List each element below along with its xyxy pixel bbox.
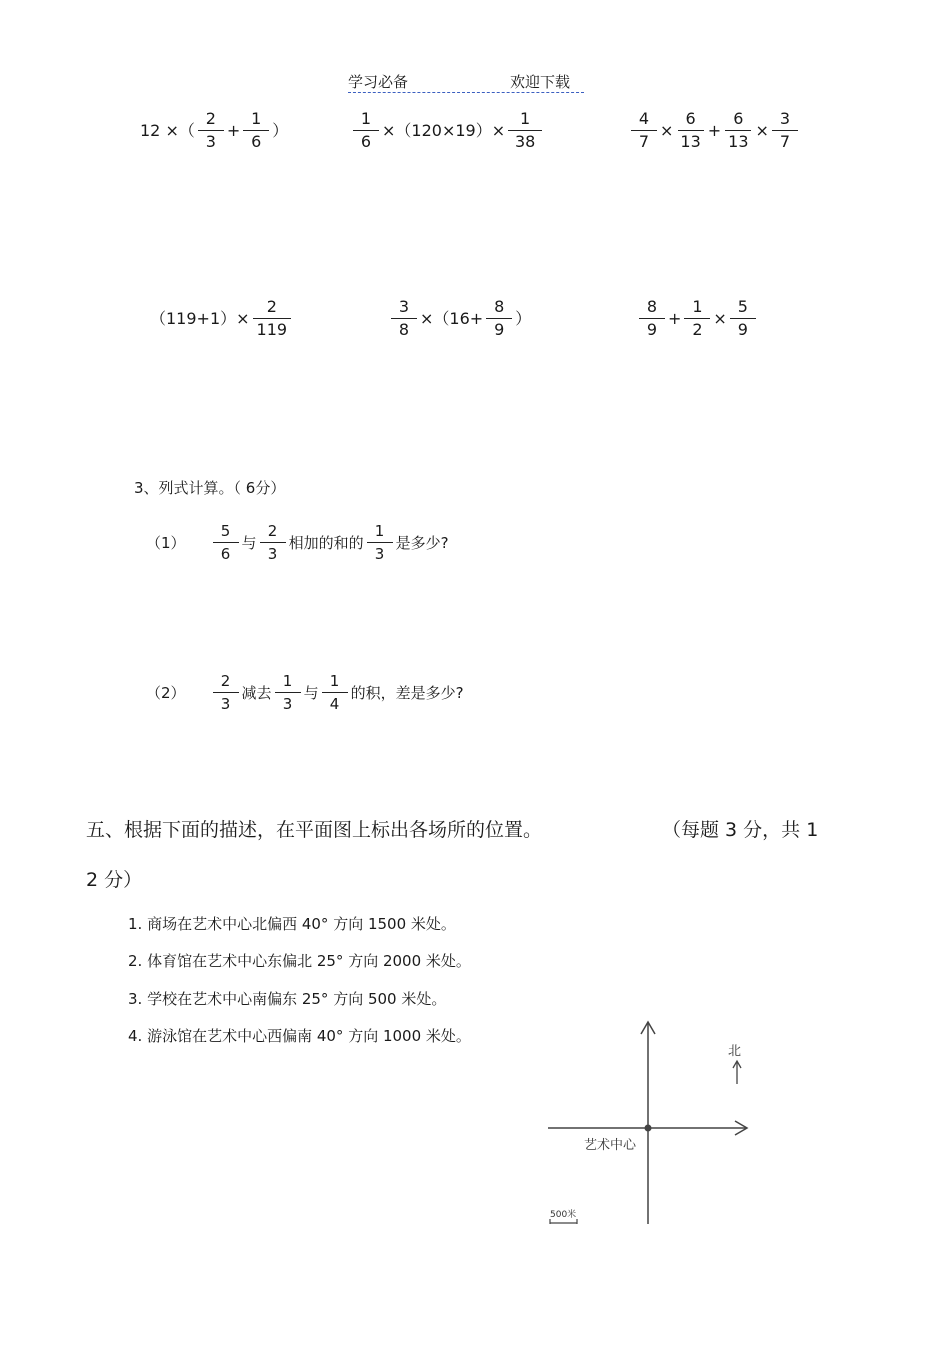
numerator: 1 [243,110,269,131]
question-text: 与 [303,683,319,702]
denominator: 3 [374,545,385,563]
scale-label: 500米 [550,1210,577,1220]
numerator: 1 [367,522,393,543]
fraction [684,298,710,339]
numerator: 1 [275,672,301,693]
denominator: 9 [646,320,658,339]
denominator: 3 [220,695,231,713]
operator: + [707,120,722,140]
compass-diagram [540,1018,760,1230]
denominator: 9 [494,320,505,339]
denominator: 38 [514,132,536,151]
question-2 [144,672,466,713]
numerator: 1 [322,672,348,693]
fraction [676,110,704,151]
numerator: 2 [253,298,291,319]
operator: + [668,308,682,328]
section-5-title-cont: 2 分） [86,869,143,891]
fraction [391,298,417,339]
operator: × [755,120,769,140]
expr-text: ×（120×19）× [382,120,506,140]
denominator: 9 [737,320,748,339]
question-label: （2） [146,683,186,702]
center-point [645,1125,652,1132]
numerator: 3 [772,110,798,131]
question-label: （1） [146,533,186,552]
operator: + [226,120,241,140]
header-underline [348,92,584,93]
expression-r2-1 [148,298,292,339]
numerator: 6 [725,110,751,131]
denominator: 3 [205,132,216,151]
numerator: 6 [678,110,704,131]
denominator: 3 [267,545,278,563]
denominator: 13 [680,132,701,151]
numerator: 5 [730,298,756,319]
list-item: 2. 体育馆在艺术中心东偏北 25° 方向 2000 米处。 [128,952,471,970]
denominator: 4 [329,695,340,713]
numerator: 4 [631,110,657,131]
expression-r1-2 [352,110,543,151]
fraction [639,298,665,339]
list-item: 1. 商场在艺术中心北偏西 40° 方向 1500 米处。 [128,915,456,933]
question-text: 的积，差是多少? [350,683,464,702]
fraction [631,110,657,151]
numerator: 5 [213,522,239,543]
denominator: 7 [638,132,650,151]
question-1 [144,522,451,563]
numerator: 8 [486,298,512,319]
expr-text: （119+1）× [150,308,250,328]
north-label: 北 [728,1044,742,1059]
fraction [353,110,379,151]
numerator: 1 [508,110,542,131]
fraction [213,672,239,713]
list-item: 4. 游泳馆在艺术中心西偏南 40° 方向 1000 米处。 [128,1027,471,1045]
question-text: 减去 [241,683,272,702]
expr-text: ×（16+ [420,308,484,328]
denominator: 6 [251,132,262,151]
numerator: 1 [684,298,710,319]
header-left: 学习必备 [348,73,409,91]
fraction [508,110,542,151]
numerator: 1 [353,110,379,131]
denominator: 2 [692,320,703,339]
question-text: 与 [241,533,257,552]
fraction [367,522,393,563]
fraction [213,522,239,563]
expression-r2-3 [638,298,757,339]
expr-text: ） [515,308,532,328]
header-right: 欢迎下载 [510,73,571,91]
expression-r1-3 [630,110,799,151]
fraction [260,522,286,563]
denominator: 3 [282,695,293,713]
fraction [730,298,756,339]
section-5-score: （每题 3 分，共 1 [662,819,819,841]
fraction [486,298,512,339]
fraction [772,110,798,151]
denominator: 7 [779,132,791,151]
list-item: 3. 学校在艺术中心南偏东 25° 方向 500 米处。 [128,990,447,1008]
numerator: 2 [213,672,239,693]
expr-text: 12 ×（ [140,120,195,140]
question-text: 相加的和的 [288,533,364,552]
section-3-title: 3、列式计算。（ 6分） [134,479,286,497]
center-label: 艺术中心 [584,1138,637,1153]
expression-r1-1 [138,110,290,151]
expression-r2-2 [390,298,533,339]
fraction [198,110,224,151]
denominator: 119 [256,320,288,339]
expr-text: ） [272,120,289,140]
numerator: 8 [639,298,665,319]
numerator: 2 [198,110,224,131]
section-5-title: 五、根据下面的描述，在平面图上标出各场所的位置。 [86,819,543,841]
operator: × [660,120,674,140]
numerator: 2 [260,522,286,543]
denominator: 6 [220,545,231,563]
question-text: 是多少? [395,533,449,552]
operator: × [713,308,727,328]
denominator: 13 [728,132,749,151]
fraction [253,298,292,339]
fraction [322,672,348,713]
fraction [275,672,301,713]
fraction [243,110,269,151]
numerator: 3 [391,298,417,319]
fraction [724,110,752,151]
denominator: 8 [398,320,410,339]
page-header [348,72,584,92]
denominator: 6 [360,132,372,151]
